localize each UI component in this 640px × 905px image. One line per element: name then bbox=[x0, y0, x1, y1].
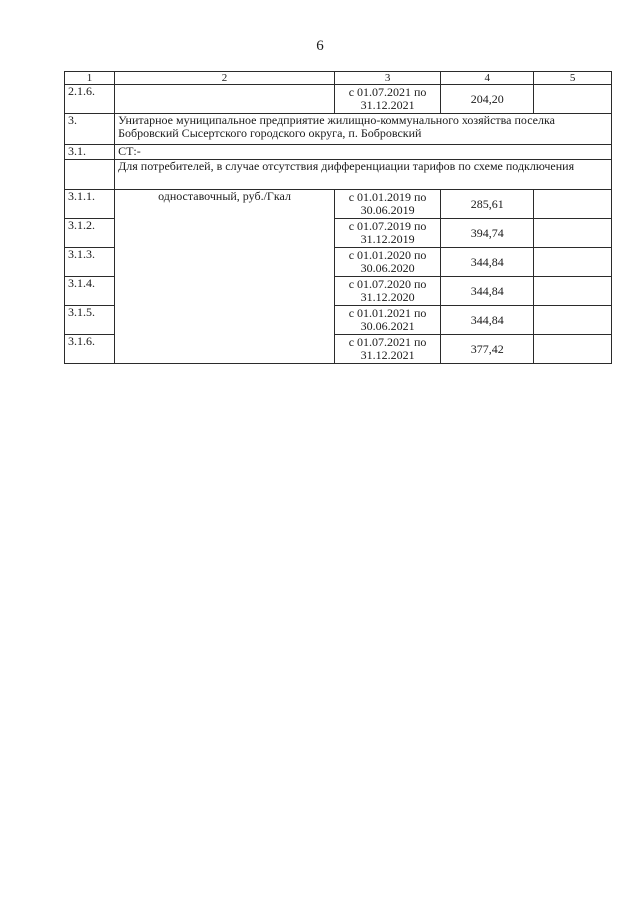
row-value: 377,42 bbox=[441, 335, 534, 364]
column-header-2: 2 bbox=[115, 72, 335, 85]
period-to: 31.12.2020 bbox=[360, 290, 415, 304]
st-row bbox=[65, 145, 612, 160]
consumers-note-number bbox=[65, 160, 115, 190]
row-number: 3.1.4. bbox=[65, 277, 115, 306]
row-note bbox=[534, 306, 612, 335]
period-to: 31.12.2019 bbox=[360, 232, 415, 246]
st-label: СТ:- bbox=[115, 145, 612, 160]
period-from: с 01.07.2020 по bbox=[348, 277, 427, 291]
tariff-name: одноставочный, руб./Гкал bbox=[115, 190, 335, 364]
section-number: 3. bbox=[65, 114, 115, 145]
period-to: 31.12.2021 bbox=[360, 348, 415, 362]
row-period bbox=[334, 219, 440, 248]
period-from: с 01.01.2020 по bbox=[348, 248, 427, 262]
period-from: с 01.01.2019 по bbox=[348, 190, 427, 204]
row-value: 344,84 bbox=[441, 248, 534, 277]
row-period bbox=[334, 335, 440, 364]
table-row bbox=[65, 190, 612, 219]
row-number: 3.1.6. bbox=[65, 335, 115, 364]
row-name bbox=[115, 85, 335, 114]
section-title: Унитарное муниципальное предприятие жилищно-коммунального хозяйства поселка Бобровский Сысертского городского округа, п. Бобровский bbox=[115, 114, 612, 145]
row-period bbox=[334, 190, 440, 219]
period-to: 30.06.2020 bbox=[360, 261, 415, 275]
row-period bbox=[334, 277, 440, 306]
period-from: с 01.07.2021 по bbox=[348, 335, 427, 349]
row-value: 344,84 bbox=[441, 277, 534, 306]
row-note bbox=[534, 219, 612, 248]
row-number: 3.1.1. bbox=[65, 190, 115, 219]
period-from: с 01.07.2021 по bbox=[348, 85, 427, 99]
row-number: 3.1.3. bbox=[65, 248, 115, 277]
table-header-row bbox=[65, 72, 612, 85]
row-note bbox=[534, 248, 612, 277]
section-row bbox=[65, 114, 612, 145]
row-period bbox=[334, 306, 440, 335]
column-header-4: 4 bbox=[441, 72, 534, 85]
period-to: 30.06.2021 bbox=[360, 319, 415, 333]
row-period bbox=[334, 248, 440, 277]
consumers-note-row bbox=[65, 160, 612, 190]
column-header-1: 1 bbox=[65, 72, 115, 85]
tariff-table bbox=[64, 71, 612, 364]
row-value: 394,74 bbox=[441, 219, 534, 248]
row-note bbox=[534, 190, 612, 219]
st-number: 3.1. bbox=[65, 145, 115, 160]
table-row bbox=[65, 85, 612, 114]
page-number: 6 bbox=[316, 38, 324, 54]
row-note bbox=[534, 277, 612, 306]
row-number: 2.1.6. bbox=[65, 85, 115, 114]
row-note bbox=[534, 85, 612, 114]
row-value: 285,61 bbox=[441, 190, 534, 219]
period-to: 31.12.2021 bbox=[360, 98, 415, 112]
period-to: 30.06.2019 bbox=[360, 203, 415, 217]
row-period bbox=[334, 85, 440, 114]
row-note bbox=[534, 335, 612, 364]
row-value: 344,84 bbox=[441, 306, 534, 335]
column-header-5: 5 bbox=[534, 72, 612, 85]
row-number: 3.1.5. bbox=[65, 306, 115, 335]
period-from: с 01.01.2021 по bbox=[348, 306, 427, 320]
consumers-note: Для потребителей, в случае отсутствия дифференциации тарифов по схеме подключения bbox=[115, 160, 612, 190]
column-header-3: 3 bbox=[334, 72, 440, 85]
row-value: 204,20 bbox=[441, 85, 534, 114]
period-from: с 01.07.2019 по bbox=[348, 219, 427, 233]
row-number: 3.1.2. bbox=[65, 219, 115, 248]
